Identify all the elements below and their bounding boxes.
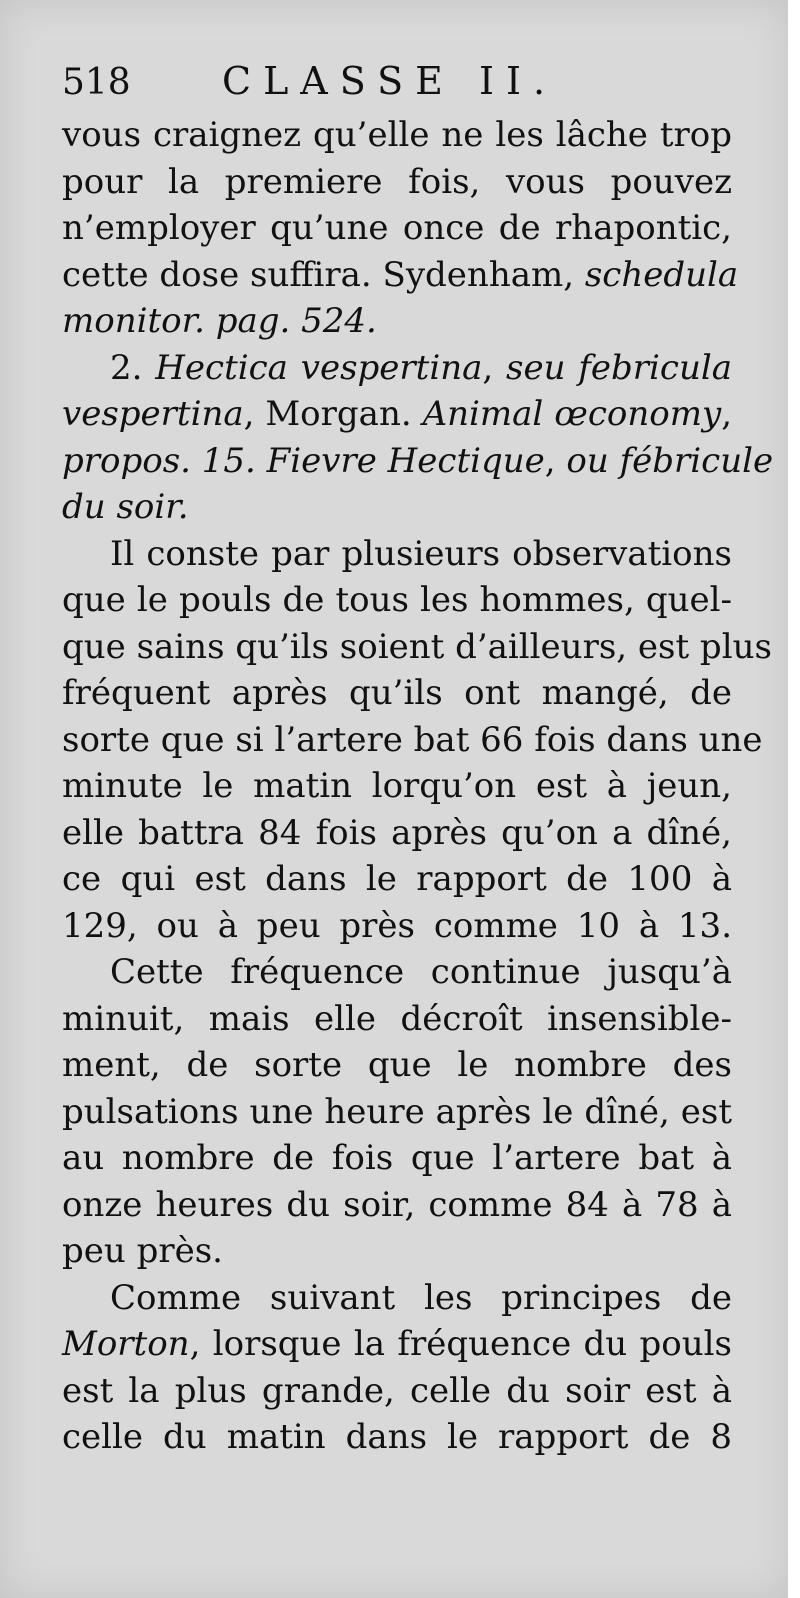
text-run: est la plus grande, celle du soir est à: [62, 1370, 732, 1411]
text-line: [62, 484, 732, 531]
text-run: elle battra 84 fois après qu’on a dîné,: [62, 812, 732, 853]
italic-text: monitor. pag. 524.: [62, 301, 377, 341]
text-run: , Morgan.: [243, 394, 423, 434]
page-number: 518: [62, 62, 131, 103]
text-line: [62, 159, 732, 206]
text-line: [62, 996, 732, 1043]
text-run: peu près.: [62, 1231, 223, 1271]
italic-text: seu febricula: [506, 347, 732, 388]
text-line: [62, 252, 739, 299]
text-line: [62, 1228, 732, 1275]
italic-text: propos. 15. Fievre Hectique: [62, 440, 545, 481]
text-run: , lorsque la fréquence du pouls: [189, 1324, 732, 1364]
text-line: [62, 903, 732, 950]
text-run: ,: [721, 394, 732, 434]
text-line: [62, 949, 732, 996]
text-line: [62, 345, 732, 392]
text-run: cette dose suffira. Sydenham,: [62, 254, 585, 295]
text-run: Il conste par plusieurs observations: [110, 533, 732, 574]
text-run: au nombre de fois que l’artere bat à: [62, 1138, 732, 1178]
text-run: que le pouls de tous les hommes, quel-: [62, 580, 732, 620]
text-line: [62, 577, 732, 624]
italic-text: Morton: [62, 1324, 190, 1364]
text-line: [62, 531, 732, 578]
text-line: [62, 763, 732, 810]
text-run: fréquent après qu’ils ont mangé, de: [62, 673, 732, 713]
text-run: ,: [544, 440, 567, 481]
text-run: n’employer qu’une once de rhapontic,: [62, 208, 732, 248]
text-line: [62, 1135, 732, 1182]
text-line: [62, 810, 732, 857]
text-run: minute le matin lorqu’on est à jeun,: [62, 766, 732, 806]
text-line: [62, 1182, 732, 1229]
text-run: que sains qu’ils soient d’ailleurs, est plus: [62, 626, 772, 667]
text-run: celle du matin dans le rapport de 8: [62, 1417, 732, 1457]
text-run: ment, de sorte que le nombre des: [62, 1045, 732, 1085]
text-line: [62, 391, 732, 438]
running-head-title: CLASSE II.: [222, 59, 558, 103]
text-line: [62, 1042, 732, 1089]
scan-margin: [788, 0, 800, 1598]
italic-text: schedula: [584, 254, 739, 295]
text-run: 129, ou à peu près comme 10 à 13.: [62, 905, 732, 946]
text-line: [62, 1414, 732, 1461]
text-run: Cette fréquence continue jusqu’à: [110, 952, 732, 992]
text-line: [62, 670, 732, 717]
text-run: 2.: [110, 347, 156, 388]
text-block: [62, 50, 774, 1461]
text-run: Comme suivant les principes de: [110, 1277, 732, 1318]
italic-text: du soir.: [62, 487, 189, 527]
running-head: [62, 50, 732, 112]
text-line: [62, 856, 732, 903]
text-line: [62, 1321, 732, 1368]
text-run: ,: [482, 347, 507, 388]
italic-text: Animal œconomy: [422, 394, 722, 434]
text-line: [62, 624, 772, 671]
italic-text: Hectica vespertina: [155, 347, 483, 388]
text-run: ce qui est dans le rapport de 100 à: [62, 859, 732, 899]
italic-text: vespertina: [62, 394, 244, 434]
text-run: pulsations une heure après le dîné, est: [62, 1091, 732, 1132]
text-run: vous craignez qu’elle ne les lâche trop: [62, 115, 732, 155]
text-run: onze heures du soir, comme 84 à 78 à: [62, 1184, 732, 1225]
text-line: [62, 112, 732, 159]
italic-text: ou fébricule: [566, 440, 774, 481]
text-line: [62, 1368, 732, 1415]
text-run: sorte que si l’artere bat 66 fois dans une: [62, 719, 763, 760]
text-run: minuit, mais elle décroît insensible-: [62, 998, 732, 1039]
text-line: [62, 438, 774, 485]
text-line: [62, 205, 732, 252]
text-line: [62, 298, 732, 345]
text-line: [62, 717, 763, 764]
text-run: pour la premiere fois, vous pouvez: [62, 161, 732, 202]
body-text: [62, 112, 774, 1461]
text-line: [62, 1275, 732, 1322]
text-line: [62, 1089, 732, 1136]
